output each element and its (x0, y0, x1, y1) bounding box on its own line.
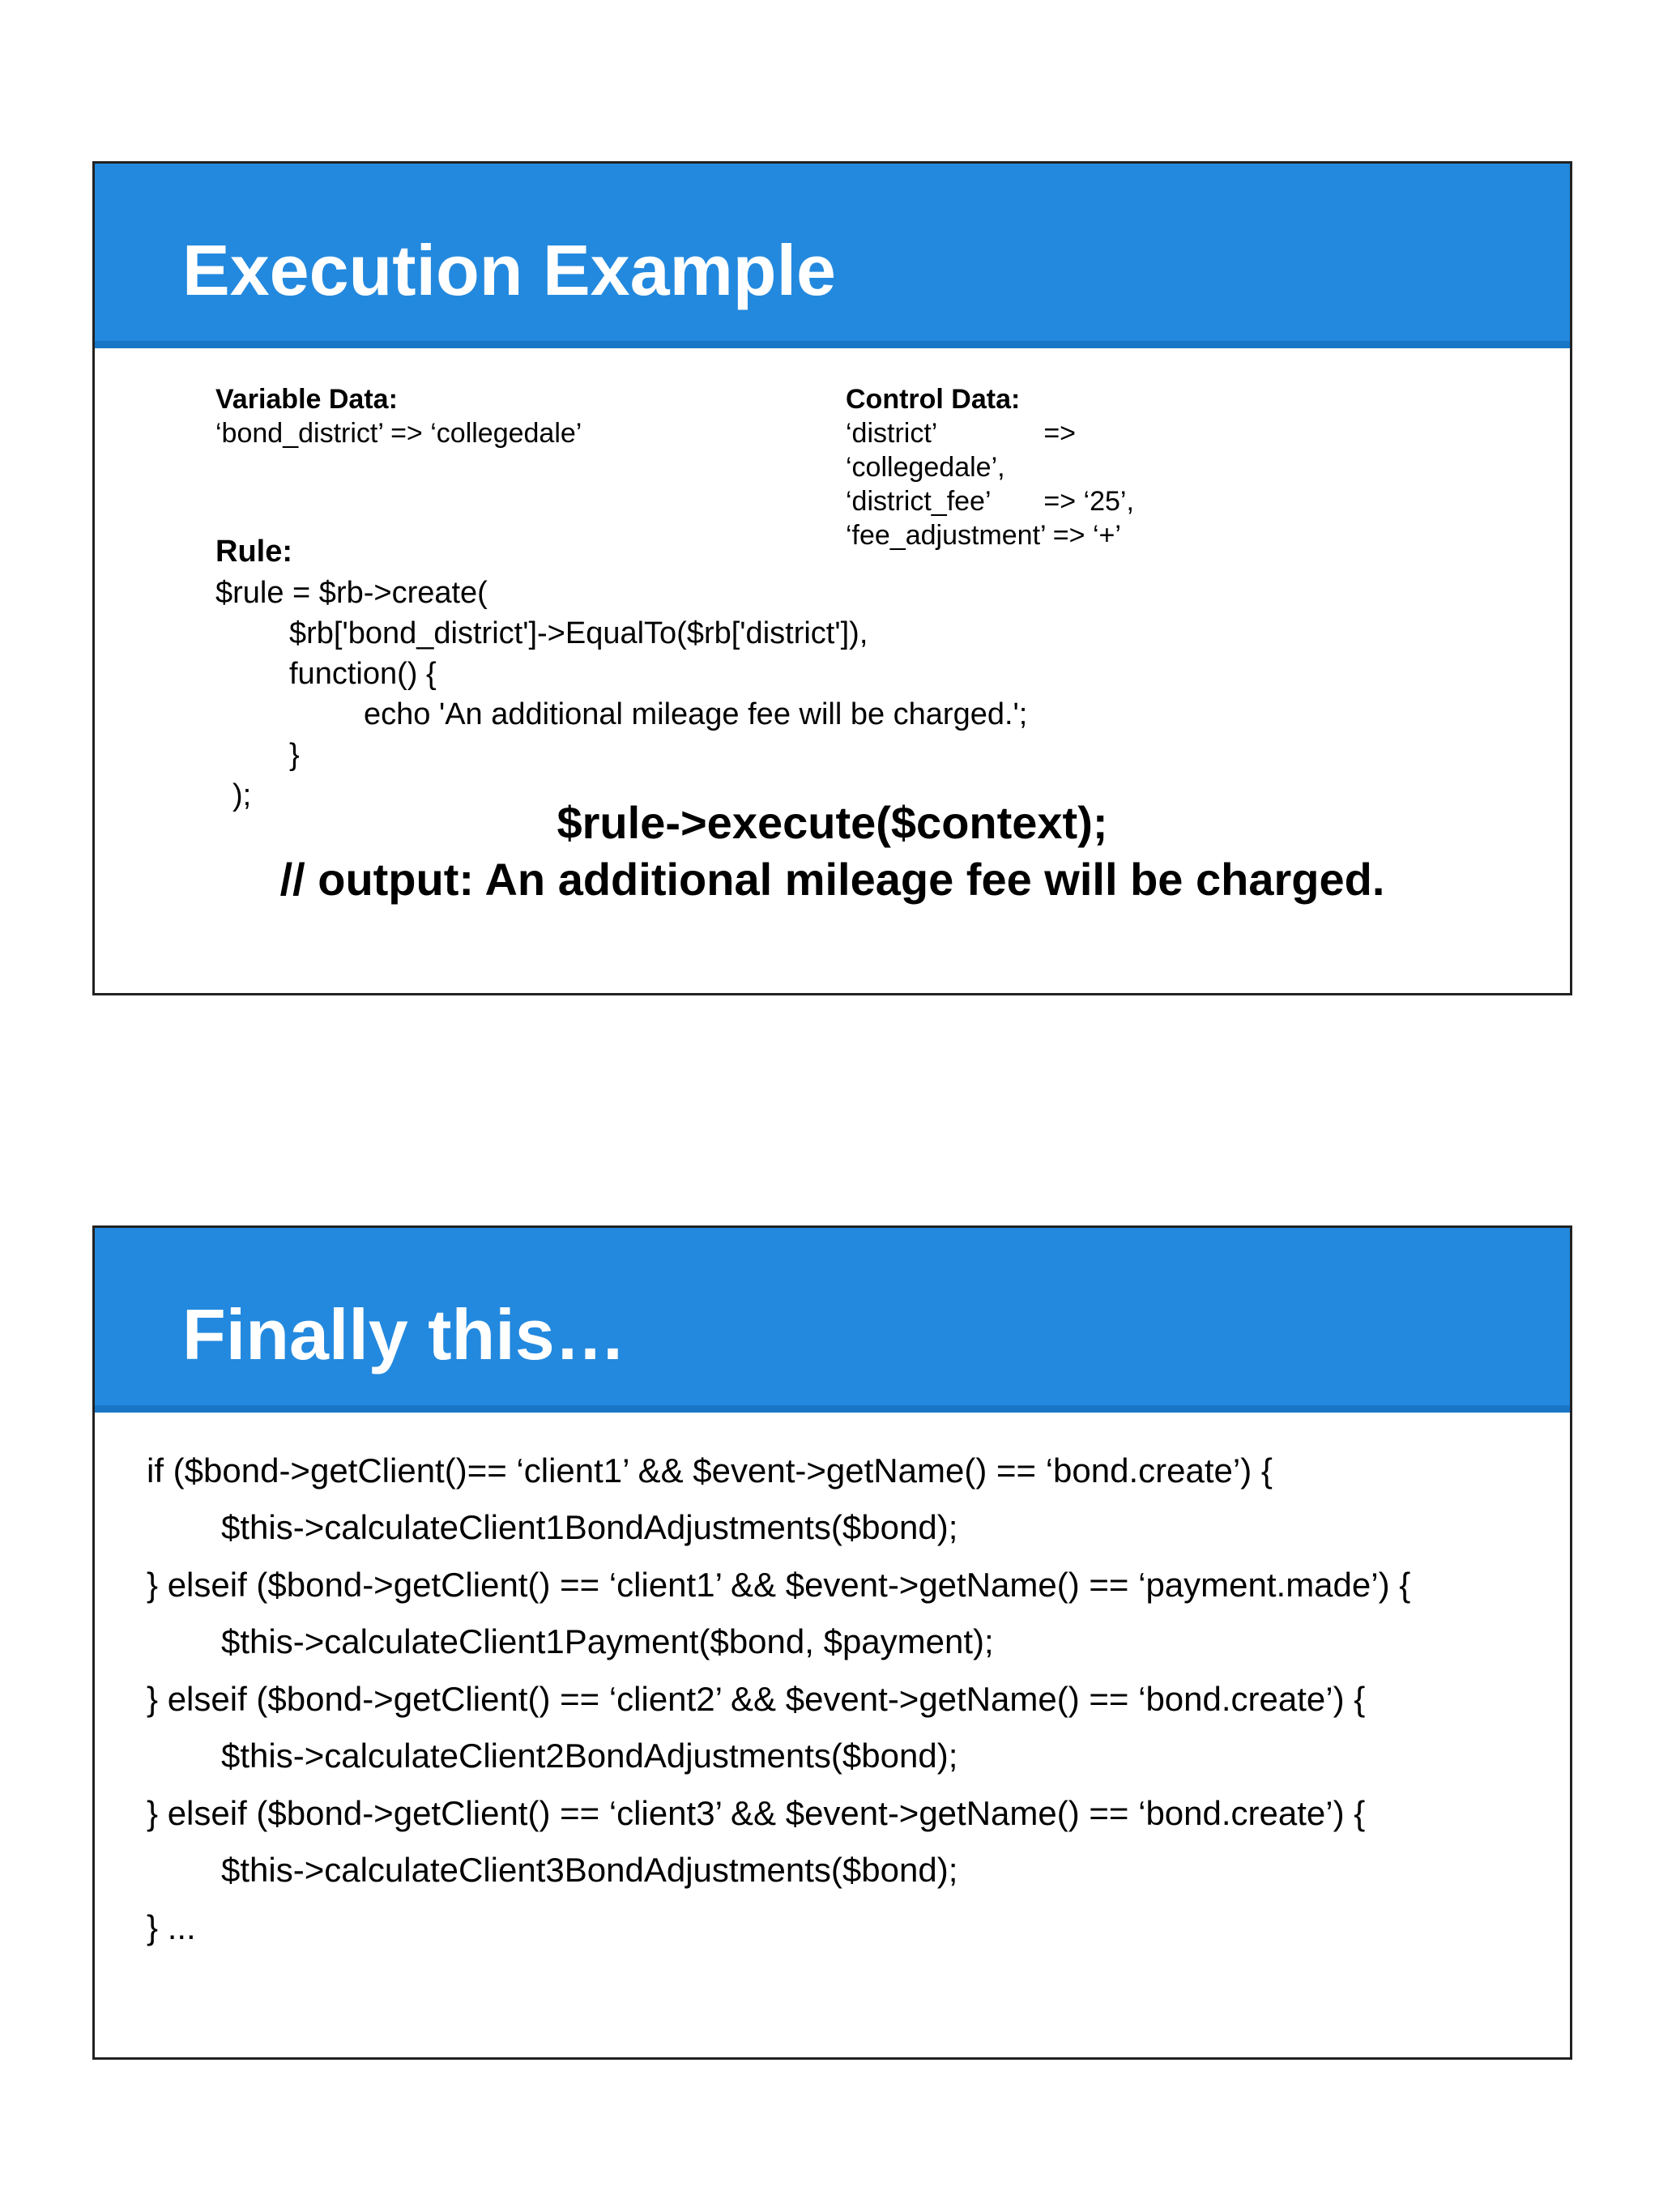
control-data-line: ‘district’ => (846, 418, 1077, 449)
control-data-line: ‘collegedale’, (846, 452, 1005, 483)
slide-execution-example (92, 161, 1572, 995)
output-comment: // output: An additional mileage fee will be charged. (279, 854, 1385, 905)
control-data-heading: Control Data: (846, 384, 1021, 415)
code-line: $this->calculateClient3BondAdjustments($bond); (221, 1851, 958, 1889)
control-data-line: ‘district_fee’ => ‘25’, (846, 486, 1134, 517)
variable-data-heading: Variable Data: (215, 384, 398, 415)
rule-code-line: $rule = $rb->create( (215, 576, 488, 610)
slide-header (95, 1228, 1570, 1413)
execute-statement: $rule->execute($context); (557, 797, 1108, 848)
code-line: } elseif ($bond->getClient() == ‘client2’ && $event->getName() == ‘bond.create’) { (147, 1680, 1366, 1718)
control-data-line: ‘fee_adjustment’ => ‘+’ (846, 520, 1121, 551)
code-line: } elseif ($bond->getClient() == ‘client1’ && $event->getName() == ‘payment.made’) { (147, 1566, 1411, 1604)
rule-code-line: $rb['bond_district']->EqualTo($rb['district']), (289, 616, 868, 650)
slide-header (95, 164, 1570, 348)
variable-data-line: ‘bond_district’ => ‘collegedale’ (215, 418, 582, 449)
rule-code-line: ); (232, 778, 252, 812)
code-line: $this->calculateClient1BondAdjustments($bond); (221, 1508, 958, 1546)
slide-title: Finally this… (182, 1294, 626, 1375)
code-line: $this->calculateClient2BondAdjustments($bond); (221, 1737, 958, 1775)
rule-code-line: function() { (289, 657, 437, 691)
rule-heading: Rule: (215, 535, 292, 569)
slide-title: Execution Example (182, 230, 836, 310)
slide-finally-this (92, 1225, 1572, 2060)
rule-code-line: } (289, 738, 300, 772)
code-line: } ... (147, 1908, 196, 1946)
code-line: $this->calculateClient1Payment($bond, $payment); (221, 1622, 994, 1660)
code-line: if ($bond->getClient()== ‘client1’ && $event->getName() == ‘bond.create’) { (147, 1451, 1273, 1490)
code-line: } elseif ($bond->getClient() == ‘client3’ && $event->getName() == ‘bond.create’) { (147, 1794, 1366, 1832)
rule-code-line: echo 'An additional mileage fee will be charged.'; (364, 697, 1028, 731)
